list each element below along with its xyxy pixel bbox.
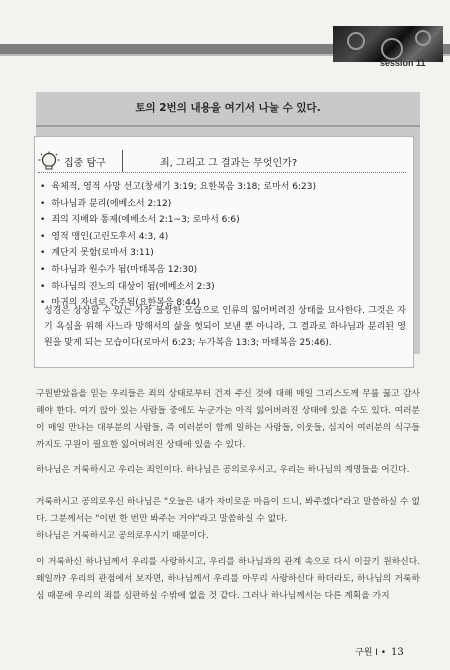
body-paragraph: 이 거룩하신 하나님께서 우리를 사랑하시고, 우리를 하나님과의 관계 속으로 다시 이끌기 원하신다. 왜일까? 우리의 관점에서 보자면, 하나님께서 우리를 아무리 사랑하신다 하더라도, 하나님의 거룩하심 때문에 우리의 죄를 심판하실 수밖에 없을 것 같다. 그러나 하나님께서는 다른 계획을 가지 <box>36 557 420 601</box>
box-heading: 토의 2번의 내용을 여기서 나눌 수 있다. <box>135 102 321 114</box>
label-divider <box>122 150 123 172</box>
consequence-list <box>52 179 316 312</box>
body-paragraph: 거룩하시고 공의로우신 하나님은 "오늘은 내가 자비로운 마음이 드니, 봐주겠다"라고 말씀하실 수 없다. 그분께서는 "이번 한 번만 봐주는 거야"라고 말씀하실 수 없다. <box>36 497 420 524</box>
list-item: • 계단지 못함(로마서 3:11) <box>52 245 316 262</box>
heading-divider <box>36 125 420 127</box>
list-item: • 육체적, 영적 사망 선고(창세기 3:19; 요한복음 3:18; 로마서 6:23) <box>52 179 316 196</box>
footer-bullet: • <box>380 648 389 658</box>
body-paragraph: 구원받았음을 믿는 우리들은 죄의 상태로부터 건져 주신 것에 대해 매일 그리스도께 무릎 꿇고 감사해야 한다. 여기 앉아 있는 사람들 중에도 누군가는 아직 잃어버려진 상태에 있을 수도 있다. 여러분이 매일 만나는 대부분의 사람들, 즉 여러분이 함께 일하는 사람들, 이웃들, 심지어 여러분의 식구들까지도 구원이 필요한 잃어버려진 상태에 있을 수 있다. <box>36 389 420 450</box>
footer-label: 구원 I <box>355 648 378 658</box>
list-item: • 영적 맹인(고린도후서 4:3, 4) <box>52 229 316 246</box>
box-summary: 성경은 상상할 수 있는 가장 불쌍한 모습으로 인류의 잃어버려진 상태를 묘사한다. 그것은 자기 욕심을 위해 사느라 망해서의 삶을 헛되이 보낸 뿐 아니라, 그 결과로 하나님과 분리된 영원을 맞게 되는 모습이다(로마서 6:23; 누가복음 13:3; 마태복음 25:46). <box>44 306 406 348</box>
page-number: 13 <box>390 647 404 658</box>
list-item: • 하나님과 원수가 됨(마태복음 12:30) <box>52 262 316 279</box>
lightbulb-icon <box>38 151 60 173</box>
session-label: session 11 <box>380 58 426 68</box>
body-paragraph: 하나님은 거룩하시고 우리는 죄인이다. 하나님은 공의로우시고, 우리는 하나님의 계명들을 어긴다. <box>36 465 410 475</box>
page-footer <box>355 645 404 658</box>
dotted-divider <box>38 172 406 173</box>
body-paragraph: 하나님은 거룩하시고 공의로우시기 때문이다. <box>36 531 209 541</box>
focus-study-label: 집중 탐구 <box>64 158 106 169</box>
list-item: • 죄의 지배와 통제(에베소서 2:1~3; 로마서 6:6) <box>52 212 316 229</box>
list-item: • 하나님과 분리(에베소서 2:12) <box>52 196 316 213</box>
list-item: • 마귀의 자녀로 간주됨(요한복음 8:44) <box>52 295 316 312</box>
header-photo <box>333 26 443 62</box>
focus-question: 죄, 그리고 그 결과는 무엇인가? <box>160 158 298 169</box>
list-item: • 하나님의 진노의 대상이 됨(에베소서 2:3) <box>52 279 316 296</box>
